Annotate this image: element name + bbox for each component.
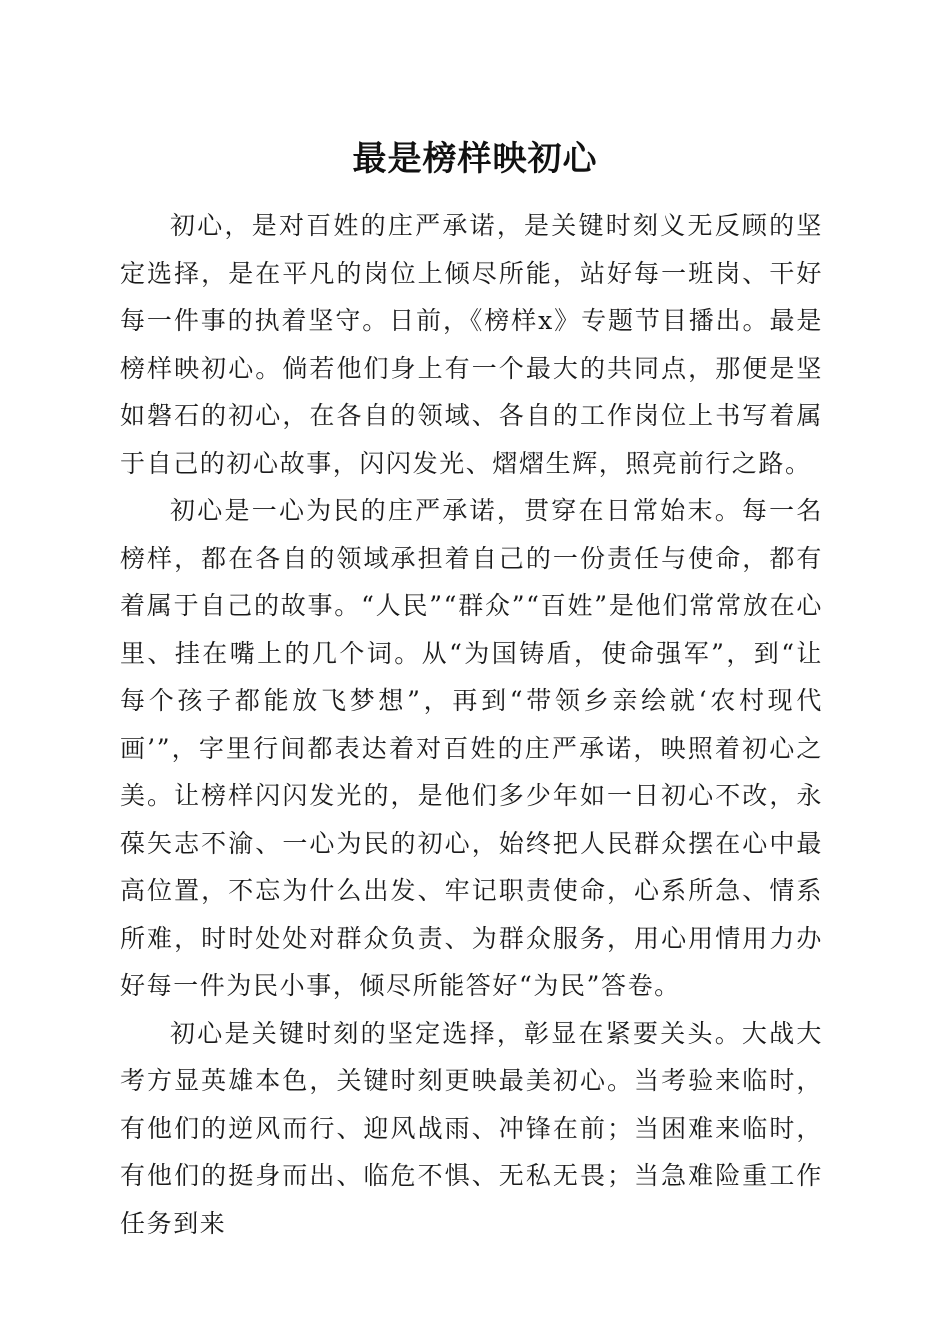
paragraph-1: 初心，是对百姓的庄严承诺，是关键时刻义无反顾的坚定选择，是在平凡的岗位上倾尽所能，站好每一班岗、干好每一件事的执着坚守。日前，《榜样x》专题节目播出。最是榜样映初心。倘若他们身上有一个最大的共同点，那便是坚如磐石的初心，在各自的领域、各自的工作岗位上书写着属于自己的初心故事，闪闪发光、熠熠生辉，照亮前行之路。 bbox=[120, 211, 823, 478]
paragraph-3: 初心是关键时刻的坚定选择，彰显在紧要关头。大战大考方显英雄本色，关键时刻更映最美初心。当考验来临时，有他们的逆风而行、迎风战雨、冲锋在前；当困难来临时，有他们的挺身而出、临危不惧、无私无畏；当急难险重工作任务到来 bbox=[120, 1018, 823, 1238]
document-title: 最是榜样映初心 bbox=[352, 139, 598, 179]
paragraph-2: 初心是一心为民的庄严承诺，贯穿在日常始末。每一名榜样，都在各自的领域承担着自己的一份责任与使命，都有着属于自己的故事。“人民”“群众”“百姓”是他们常常放在心里、挂在嘴上的几个词。从“为国铸盾，使命强军”，到“让每个孩子都能放飞梦想”，再到“带领乡亲绘就‘农村现代画’”，字里行间都表达着对百姓的庄严承诺，映照着初心之美。让榜样闪闪发光的，是他们多少年如一日初心不改，永葆矢志不渝、一心为民的初心，始终把人民群众摆在心中最高位置，不忘为什么出发、牢记职责使命，心系所急、情系所难，时时处处对群众负责、为群众服务，用心用情用力办好每一件为民小事，倾尽所能答好“为民”答卷。 bbox=[120, 496, 823, 1000]
document-body bbox=[120, 202, 823, 1247]
